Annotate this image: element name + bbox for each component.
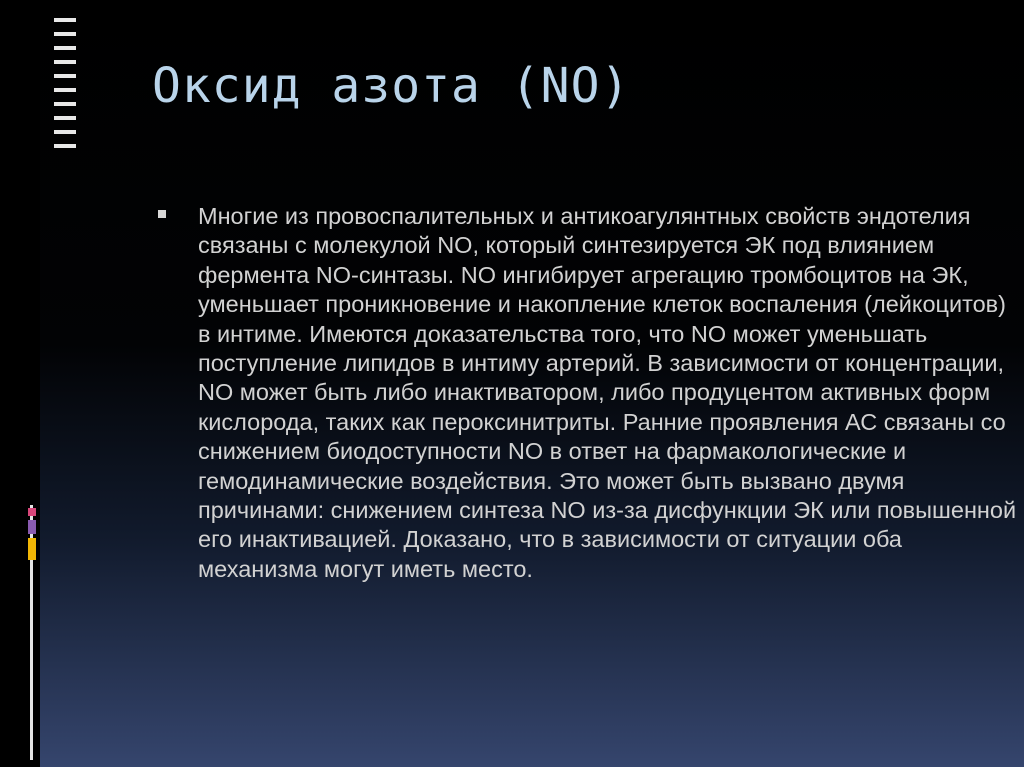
left-margin-strip [0, 0, 40, 767]
bullet-square-icon [158, 210, 166, 218]
accent-purple [28, 520, 36, 534]
accent-yellow [28, 538, 36, 560]
accent-pink [28, 508, 36, 516]
bullet-list [158, 202, 1018, 584]
slide [40, 0, 1024, 767]
slide-title: Оксид азота (NO) [152, 58, 631, 114]
title-decoration-bars [54, 18, 78, 153]
bullet-text: Многие из провоспалительных и антикоагулянтных свойств эндотелия связаны с молекулой NO, который синтезируется ЭК под влиянием фермента NO-синтазы. NO ингибирует агрегацию тромбоцитов на ЭК, уменьшает проникновение и накопление клеток воспаления (лейкоцитов) в интиме. Имеются доказательства того, что NO может уменьшать поступление липидов в интиму артерий. В зависимости от концентрации, NO может быть либо инактиватором, либо продуцентом активных форм кислорода, таких как пероксинитриты. Ранние проявления АС связаны со снижением биодоступности NO в ответ на фармакологические и гемодинамические воздействия. Это может быть вызвано двумя причинами: снижением синтеза NO из-за дисфункции ЭК или повышенной его инактивацией. Доказано, что в зависимости от ситуации оба механизма могут иметь место. [198, 203, 1017, 582]
